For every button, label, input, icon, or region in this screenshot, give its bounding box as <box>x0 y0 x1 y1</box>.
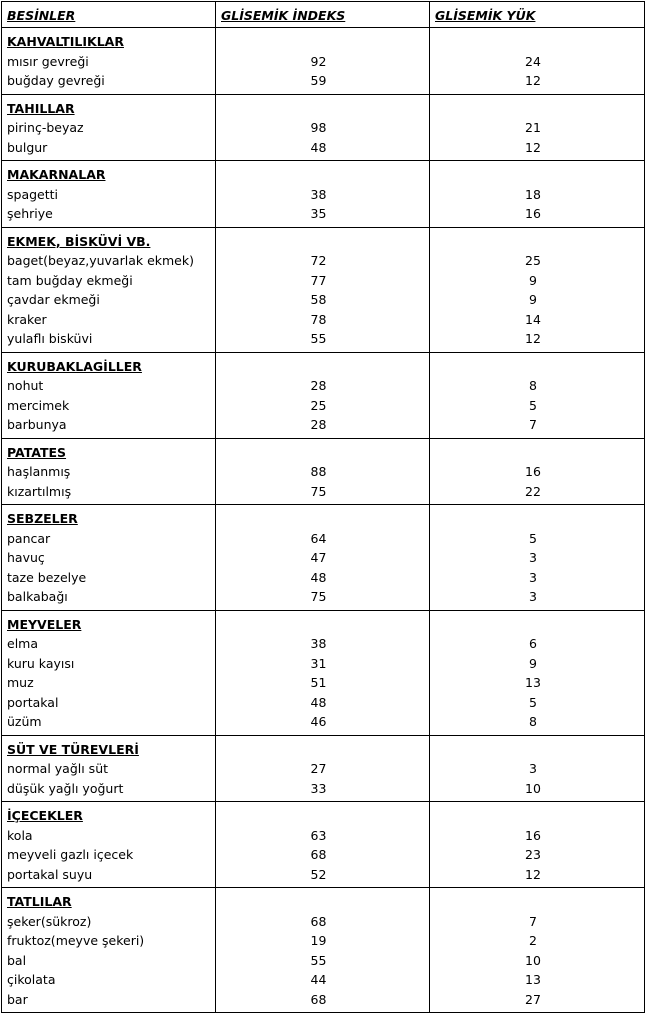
glycemic-load-cell <box>430 610 645 735</box>
glycemic-index-cell <box>216 227 430 352</box>
spacer <box>216 892 429 912</box>
food-name: çavdar ekmeği <box>7 292 100 307</box>
header-glycemic-index: GLİSEMİK İNDEKS <box>216 2 430 28</box>
glycemic-index-value: 31 <box>310 655 327 671</box>
table-body <box>2 28 645 1013</box>
glycemic-index-value: 19 <box>310 933 327 948</box>
food-name: üzüm <box>7 714 42 729</box>
glycemic-load-value: 5 <box>529 397 537 413</box>
glycemic-load-value: 7 <box>529 417 537 432</box>
glycemic-load-cell <box>430 505 645 611</box>
spacer <box>216 357 429 377</box>
glycemic-index-value: 63 <box>310 827 327 843</box>
food-name: spagetti <box>7 186 59 202</box>
glycemic-index-value: 75 <box>310 483 327 499</box>
glycemic-load-cell <box>430 94 645 161</box>
glycemic-index-value: 48 <box>310 569 327 585</box>
glycemic-index-value: 38 <box>310 186 327 202</box>
food-name: kraker <box>7 311 47 327</box>
food-name: düşük yağlı yoğurt <box>7 780 124 796</box>
glycemic-load-value: 5 <box>529 530 537 546</box>
food-name: mısır gevreği <box>7 53 89 69</box>
header-row <box>2 2 645 28</box>
food-names-cell <box>2 28 216 95</box>
glycemic-load-value: 16 <box>525 464 541 479</box>
category-title: KAHVALTILIKLAR <box>7 34 124 49</box>
glycemic-load-value: 23 <box>525 847 541 862</box>
glycemic-load-value: 10 <box>525 780 541 796</box>
glycemic-index-value: 78 <box>310 311 327 327</box>
category-title: KURUBAKLAGİLLER <box>7 358 142 374</box>
glycemic-index-value: 55 <box>310 952 327 968</box>
spacer <box>216 232 429 252</box>
glycemic-index-value: 47 <box>310 550 327 565</box>
glycemic-index-value: 92 <box>310 53 327 69</box>
spacer <box>430 232 644 252</box>
category-title: PATATES <box>7 444 67 460</box>
glycemic-index-value: 88 <box>310 464 327 479</box>
food-name: balkabağı <box>7 589 68 604</box>
spacer <box>430 165 644 185</box>
glycemic-index-value: 64 <box>310 530 327 546</box>
food-name: taze bezelye <box>7 569 87 585</box>
glycemic-index-value: 27 <box>310 761 327 776</box>
glycemic-index-cell <box>216 505 430 611</box>
glycemic-index-value: 68 <box>310 847 327 862</box>
glycemic-index-value: 25 <box>310 397 327 413</box>
glycemic-index-cell <box>216 94 430 161</box>
header-glycemic-load: GLİSEMİK YÜK <box>430 2 645 28</box>
food-name: meyveli gazlı içecek <box>7 847 134 862</box>
category-group-row <box>2 94 645 161</box>
spacer <box>430 32 644 52</box>
spacer <box>430 509 644 529</box>
food-name: yulaflı bisküvi <box>7 331 93 346</box>
glycemic-load-value: 16 <box>525 827 541 843</box>
glycemic-index-cell <box>216 28 430 95</box>
glycemic-load-value: 3 <box>529 569 537 585</box>
glycemic-load-value: 13 <box>525 675 541 690</box>
spacer <box>216 509 429 529</box>
category-group-row <box>2 438 645 505</box>
glycemic-index-cell <box>216 352 430 438</box>
glycemic-load-cell <box>430 227 645 352</box>
food-name: havuç <box>7 550 45 565</box>
glycemic-index-value: 28 <box>310 417 327 432</box>
food-names-cell <box>2 438 216 505</box>
category-group-row <box>2 610 645 735</box>
glycemic-load-value: 12 <box>525 139 541 155</box>
food-names-cell <box>2 227 216 352</box>
food-name: pancar <box>7 530 51 546</box>
food-name: barbunya <box>7 417 67 432</box>
category-group-row <box>2 802 645 888</box>
glycemic-load-value: 9 <box>529 655 537 671</box>
food-names-cell <box>2 888 216 1013</box>
food-name: buğday gevreği <box>7 73 105 88</box>
glycemic-index-value: 28 <box>310 378 327 393</box>
glycemic-load-value: 18 <box>525 186 541 202</box>
spacer <box>216 32 429 52</box>
category-title: TAHILLAR <box>7 100 75 116</box>
spacer <box>216 99 429 119</box>
category-title: MAKARNALAR <box>7 167 106 182</box>
glycemic-index-cell <box>216 802 430 888</box>
glycemic-index-value: 68 <box>310 991 327 1007</box>
glycemic-index-cell <box>216 735 430 802</box>
category-title: MEYVELER <box>7 616 82 632</box>
category-group-row <box>2 735 645 802</box>
glycemic-load-cell <box>430 888 645 1013</box>
glycemic-index-value: 33 <box>310 780 327 796</box>
spacer <box>430 357 644 377</box>
food-name: portakal <box>7 694 59 710</box>
food-name: pirinç-beyaz <box>7 120 84 135</box>
glycemic-load-value: 27 <box>525 991 541 1007</box>
glycemic-load-cell <box>430 438 645 505</box>
glycemic-index-value: 48 <box>310 139 327 155</box>
spacer <box>430 615 644 635</box>
food-name: kızartılmış <box>7 483 72 499</box>
glycemic-index-value: 75 <box>310 589 327 604</box>
food-name: muz <box>7 675 34 690</box>
spacer <box>216 165 429 185</box>
food-names-cell <box>2 735 216 802</box>
glycemic-index-value: 51 <box>310 675 327 690</box>
glycemic-index-value: 46 <box>310 714 327 729</box>
glycemic-load-value: 5 <box>529 694 537 710</box>
glycemic-load-value: 3 <box>529 550 537 565</box>
glycemic-load-value: 16 <box>525 206 541 221</box>
glycemic-load-cell <box>430 161 645 228</box>
category-group-row <box>2 161 645 228</box>
glycemic-load-value: 3 <box>529 761 537 776</box>
glycemic-load-value: 12 <box>525 331 541 346</box>
category-title: İÇECEKLER <box>7 808 83 823</box>
spacer <box>430 806 644 826</box>
glycemic-load-value: 12 <box>525 73 541 88</box>
header-foods: BESİNLER <box>2 2 216 28</box>
food-name: bulgur <box>7 139 48 155</box>
spacer <box>216 806 429 826</box>
glycemic-index-cell <box>216 161 430 228</box>
glycemic-index-value: 77 <box>310 272 327 288</box>
glycemic-load-value: 9 <box>529 292 537 307</box>
category-group-row <box>2 28 645 95</box>
food-name: şeker(sükroz) <box>7 913 92 929</box>
glycemic-load-cell <box>430 28 645 95</box>
food-names-cell <box>2 94 216 161</box>
spacer <box>216 740 429 760</box>
food-names-cell <box>2 610 216 735</box>
glycemic-index-cell <box>216 610 430 735</box>
glycemic-load-value: 22 <box>525 483 541 499</box>
glycemic-load-value: 7 <box>529 913 537 929</box>
category-title: EKMEK, BİSKÜVİ VB. <box>7 233 151 249</box>
food-name: haşlanmış <box>7 464 71 479</box>
glycemic-load-value: 14 <box>525 311 541 327</box>
spacer <box>430 443 644 463</box>
food-name: normal yağlı süt <box>7 761 109 776</box>
glycemic-index-value: 98 <box>310 120 327 135</box>
category-group-row <box>2 888 645 1013</box>
food-name: şehriye <box>7 206 53 221</box>
food-name: fruktoz(meyve şekeri) <box>7 933 145 948</box>
glycemic-load-value: 24 <box>525 53 541 69</box>
food-name: mercimek <box>7 397 70 413</box>
food-names-cell <box>2 802 216 888</box>
glycemic-index-value: 48 <box>310 694 327 710</box>
food-name: tam buğday ekmeği <box>7 272 133 288</box>
glycemic-index-value: 59 <box>310 73 327 88</box>
glycemic-load-value: 3 <box>529 589 537 604</box>
glycemic-index-value: 68 <box>310 913 327 929</box>
glycemic-load-value: 9 <box>529 272 537 288</box>
glycemic-load-cell <box>430 735 645 802</box>
glycemic-index-value: 72 <box>310 253 327 268</box>
food-names-cell <box>2 505 216 611</box>
glycemic-load-cell <box>430 802 645 888</box>
glycemic-load-value: 8 <box>529 714 537 729</box>
food-name: çikolata <box>7 972 56 987</box>
category-title: SÜT VE TÜREVLERİ <box>7 741 139 757</box>
glycemic-index-cell <box>216 438 430 505</box>
category-group-row <box>2 505 645 611</box>
food-name: portakal suyu <box>7 866 93 882</box>
category-group-row <box>2 227 645 352</box>
glycemic-index-table <box>1 1 645 1013</box>
food-name: bal <box>7 952 27 968</box>
glycemic-load-value: 25 <box>525 253 541 268</box>
glycemic-load-value: 21 <box>525 120 541 135</box>
glycemic-index-value: 35 <box>310 206 327 221</box>
category-title: TATLILAR <box>7 894 72 909</box>
glycemic-index-value: 55 <box>310 331 327 346</box>
glycemic-load-value: 10 <box>525 952 541 968</box>
food-name: bar <box>7 991 28 1007</box>
food-name: nohut <box>7 378 44 393</box>
spacer <box>216 443 429 463</box>
glycemic-index-value: 44 <box>310 972 327 987</box>
glycemic-load-value: 6 <box>529 636 537 651</box>
food-name: baget(beyaz,yuvarlak ekmek) <box>7 253 194 268</box>
glycemic-index-cell <box>216 888 430 1013</box>
category-title: SEBZELER <box>7 511 78 526</box>
glycemic-load-value: 2 <box>529 933 537 948</box>
spacer <box>430 892 644 912</box>
food-names-cell <box>2 352 216 438</box>
spacer <box>216 615 429 635</box>
food-name: elma <box>7 636 38 651</box>
glycemic-load-value: 12 <box>525 866 541 882</box>
glycemic-load-value: 13 <box>525 972 541 987</box>
glycemic-load-value: 8 <box>529 378 537 393</box>
food-name: kuru kayısı <box>7 655 75 671</box>
spacer <box>430 99 644 119</box>
spacer <box>430 740 644 760</box>
glycemic-load-cell <box>430 352 645 438</box>
glycemic-index-value: 38 <box>310 636 327 651</box>
glycemic-index-value: 52 <box>310 866 327 882</box>
glycemic-index-value: 58 <box>310 292 327 307</box>
category-group-row <box>2 352 645 438</box>
food-name: kola <box>7 827 33 843</box>
food-names-cell <box>2 161 216 228</box>
